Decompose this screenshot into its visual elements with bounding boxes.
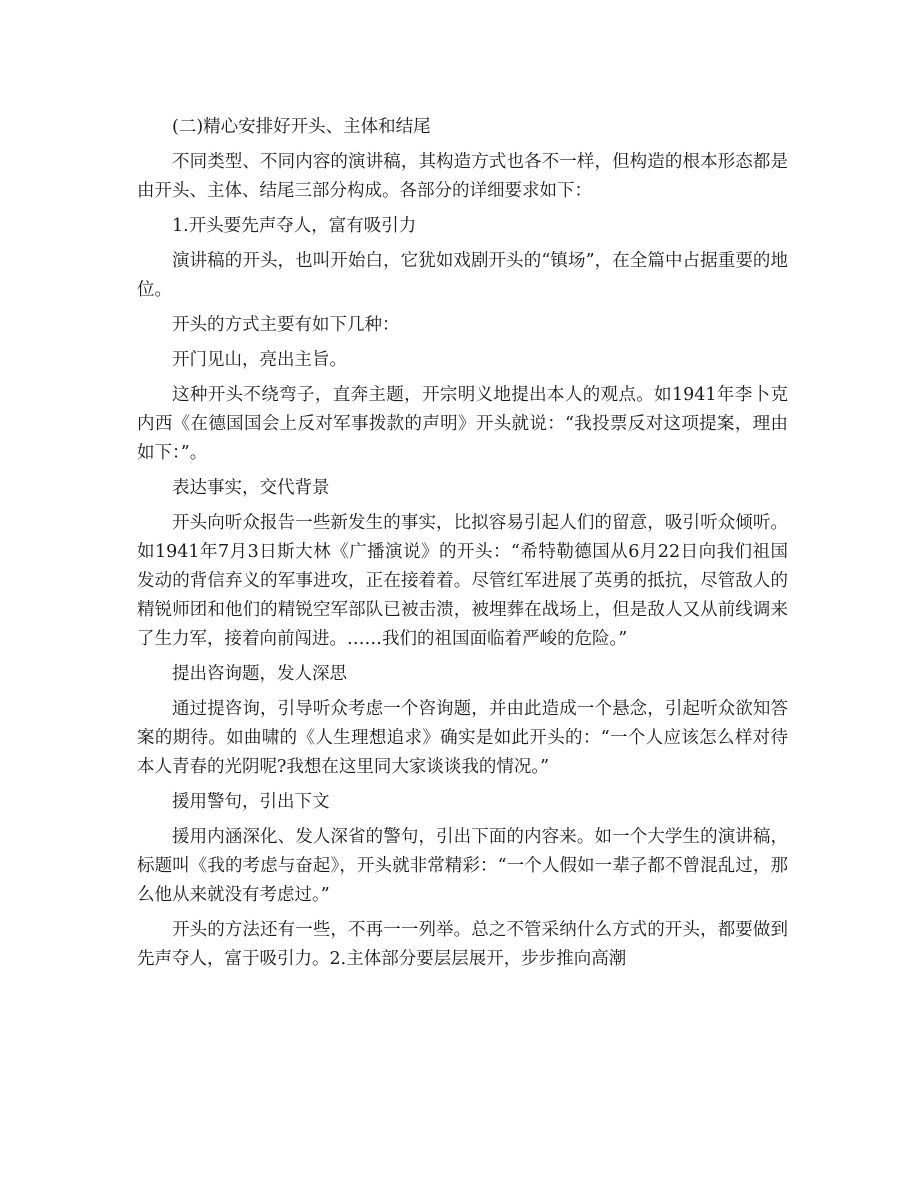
method-heading: 表达事实，交代背景 <box>172 478 330 498</box>
method-heading: 开门见山，亮出主旨。 <box>172 350 347 370</box>
section-heading: (二)精心安排好开头、主体和结尾 <box>172 117 431 137</box>
paragraph: 开头的方式主要有如下几种： <box>172 315 400 335</box>
paragraph: 援用内涵深化、发人深省的警句，引出下面的内容来。如一个大学生的演讲稿，标题叫《我的考虑与奋起》，开头就非常精彩：“一个人假如一辈子都不曾混乱过，那么他从来就没有考虑过。” <box>137 827 788 905</box>
paragraph: 演讲稿的开头，也叫开始白，它犹如戏剧开头的“镇场”，在全篇中占据重要的地位。 <box>137 251 788 300</box>
paragraph: 不同类型、不同内容的演讲稿，其构造方式也各不一样，但构造的根本形态都是由开头、主体、结尾三部分构成。各部分的详细要求如下： <box>137 152 788 201</box>
paragraph: 开头向听众报告一些新发生的事实，比拟容易引起人们的留意，吸引听众倾听。如1941年7月3日斯大林《广播演说》的开头：“希特勒德国从6月22日向我们祖国发动的背信弃义的军事进攻，正在接着着。尽管红军进展了英勇的抵抗，尽管敌人的精锐师团和他们的精锐空军部队已被击溃，被埋葬在战场上，但是敌人又从前线调来了生力军，接着向前闯进。……我们的祖国面临着严峻的危险。” <box>137 513 788 649</box>
subsection-heading: 1.开头要先声夺人，富有吸引力 <box>172 216 417 236</box>
paragraph: 通过提咨询，引导听众考虑一个咨询题，并由此造成一个悬念，引起听众欲知答案的期待。如曲啸的《人生理想追求》确实是如此开头的：“一个人应该怎么样对待本人青春的光阴呢?我想在这里同大家谈谈我的情况。” <box>137 699 788 777</box>
paragraph: 开头的方法还有一些，不再一一列举。总之不管采纳什么方式的开头，都要做到先声夺人，富于吸引力。2.主体部分要层层展开，步步推向高潮 <box>137 920 788 969</box>
method-heading: 援用警句，引出下文 <box>172 792 330 812</box>
paragraph: 这种开头不绕弯子，直奔主题，开宗明义地提出本人的观点。如1941年李卜克内西《在德国国会上反对军事拨款的声明》开头就说：“我投票反对这项提案，理由如下：”。 <box>137 385 788 463</box>
method-heading: 提出咨询题，发人深思 <box>172 664 347 684</box>
document-body <box>137 113 788 980</box>
